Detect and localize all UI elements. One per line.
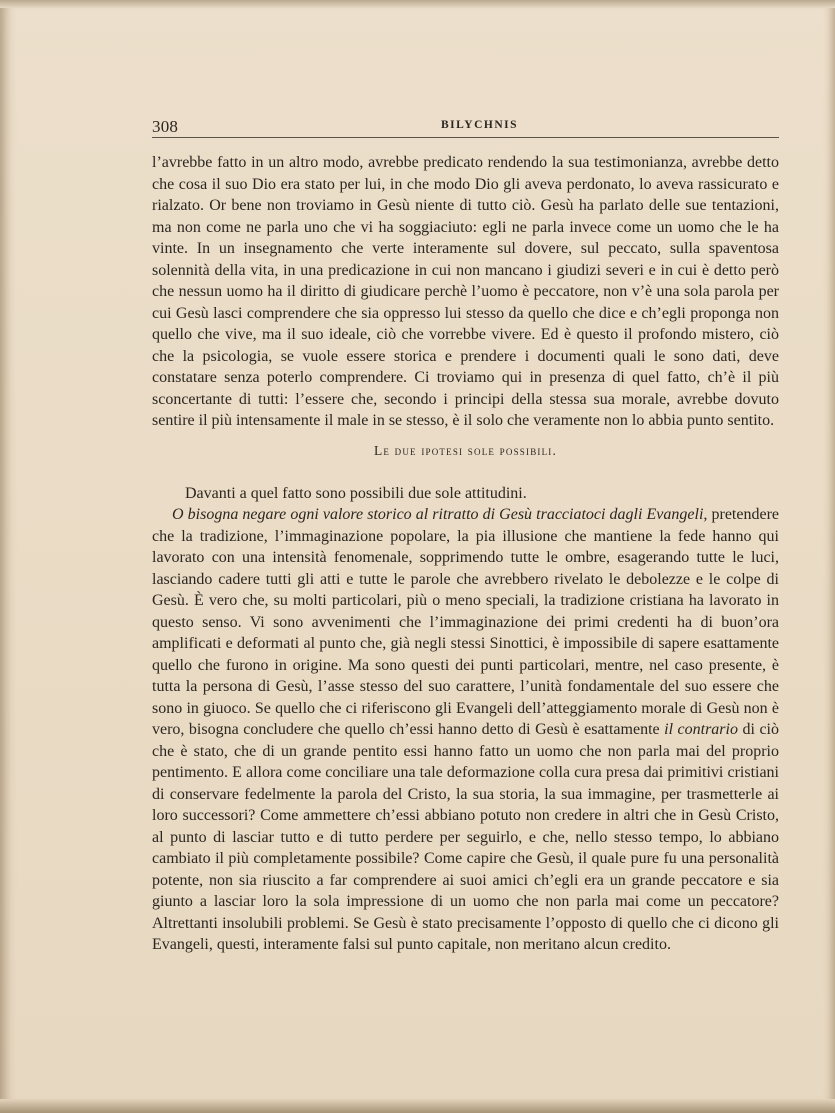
section-heading: Le due ipotesi sole possibili. [373, 443, 558, 458]
page-header [152, 115, 779, 138]
paragraph-3-text [152, 504, 779, 956]
page-number: 308 [152, 117, 179, 136]
page-top-edge [0, 0, 835, 8]
paragraph-3-text-b: di ciò che è stato, che di un grande pentito essi hanno fatto un uomo che non parla mai del proprio pentimento. E allora come conciliare una tale deformazione colla cura presa dai primitivi cristiani di conservare fedelmente la parola del Cristo, la sua storia, la sua immagine, per trasmetterle ai loro successori? Come ammettere ch’essi abbiano potuto non credere in altri che in Gesù Cristo, al punto di lasciar tutto e di tutto perdere per seguirlo, e che, nello stesso tempo, lo abbiano cambiato il più completamente possibile? Come capire che Gesù, il quale pure fu una personalità potente, non sia riuscito a far comprendere ai suoi amici ch’egli era un grande peccatore e sia giunto a lasciar loro la sola impressione di un uomo che non parla mai come un peccatore? Altrettanti insolubili problemi. Se Gesù è stato precisamente l’opposto di quello che ci dicono gli Evangeli, questi, interamente falsi sul punto capitale, non meritano alcun credito. [152, 721, 779, 953]
paragraph-3-italic-lead: O bisogna negare ogni valore storico al ritratto di Gesù tracciatoci dagli Evangeli, [172, 506, 708, 523]
running-head: BILYCHNIS [441, 119, 518, 131]
page-bottom-edge [0, 1099, 835, 1113]
paragraph-2-text: Davanti a quel fatto sono possibili due sole attitudini. [185, 485, 527, 502]
paragraph-2 [152, 483, 779, 505]
paragraph-3 [152, 504, 779, 956]
paragraph-1-text: l’avrebbe fatto in un altro modo, avrebbe predicato rendendo la sua testimonianza, avrebbe detto che cosa il suo Dio era stato per lui, in che modo Dio gli aveva perdonato, lo aveva rassicurato e rialzato. Or bene non troviamo in Gesù niente di tutto ciò. Gesù ha parlato delle sue tentazioni, ma non come ne parla uno che vi ha soggiaciuto: egli ne parla invece come un uomo che le ha vinte. In un insegnamento che verte interamente sul dovere, sul peccato, sulla spaventosa solennità della vita, in una predicazione in cui non mancano i giudizi severi e in cui è detto però che nessun uomo ha il diritto di giudicare perchè l’uomo è peccatore, non v’è una sola parola per cui Gesù lasci comprendere che sia oppresso lui stesso da quello che dice e ch’egli proponga non quello che vive, ma il suo ideale, ciò che vorrebbe vivere. Ed è questo il profondo mistero, ciò che la psicologia, se vuole essere storica e prendere i documenti quali le sono dati, deve constatare senza poterlo comprendere. Ci troviamo qui in presenza di quel fatto, ch’è il più sconcertante di tutti: l’essere che, secondo i principi della stessa sua morale, avrebbe dovuto sentire il più intensamente il male in se stesso, è il solo che veramente non lo abbia punto sentito. [152, 154, 779, 429]
paragraph-3-text-a: pretendere che la tradizione, l’immaginazione popolare, la pia illusione che mantiene la fede hanno qui lavorato con una intensità fenomenale, sopprimendo tutte le ombre, esagerando tutte le luci, lasciando cadere tutti gli atti e tutte le parole che avrebbero rivelato le debolezze e le colpe di Gesù. È vero che, su molti particolari, più o meno speciali, la tradizione cristiana ha lavorato in questo senso. Vi sono avvenimenti che l’immaginazione dei primi credenti ha di buon’ora amplificati e deformati al punto che, già negli stessi Sinottici, è impossibile di sapere esattamente quello che furono in origine. Ma sono questi dei punti particolari, mentre, nel caso presente, è tutta la persona di Gesù, l’asse stesso del suo carattere, l’unità fondamentale del suo essere che sono in giuoco. Se quello che ci riferiscono gli Evangeli dell’atteggiamento morale di Gesù non è vero, bisogna concludere che quello ch’essi hanno detto di Gesù è esattamente [152, 506, 780, 738]
paragraph-3-italic-mid: il contrario [664, 721, 738, 738]
paragraph-1 [152, 152, 779, 432]
